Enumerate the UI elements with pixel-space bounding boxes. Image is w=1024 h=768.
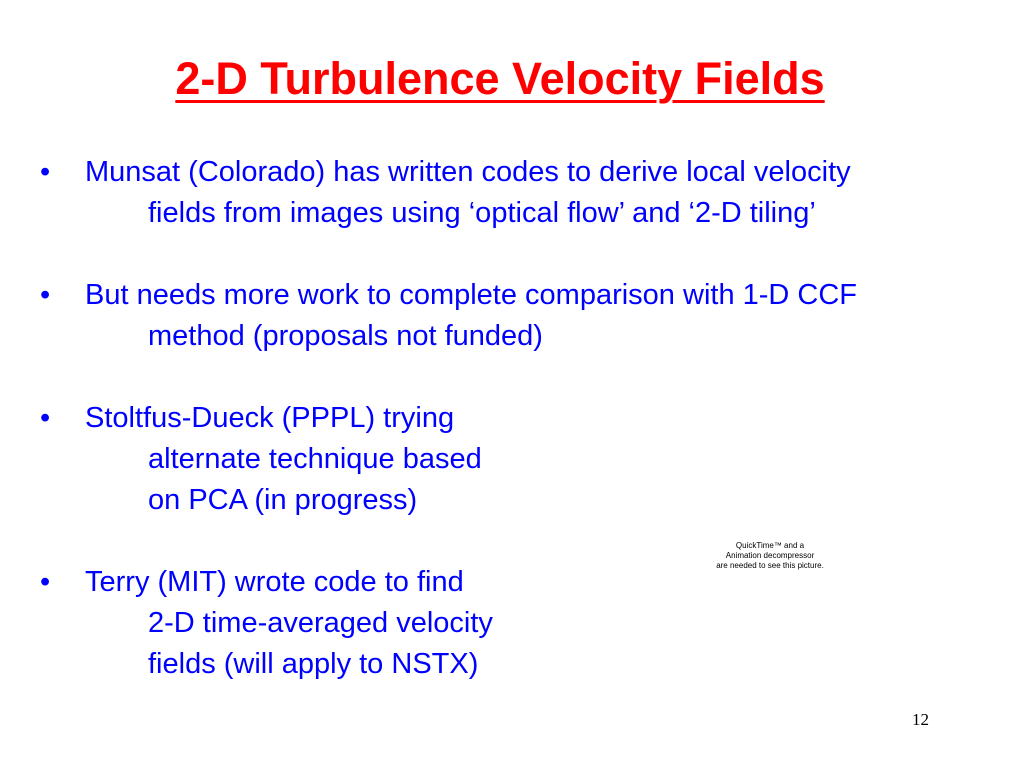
bullet-text-line: Stoltfus-Dueck (PPPL) trying bbox=[85, 402, 455, 434]
bullet-text-line: on PCA (in progress) bbox=[148, 484, 418, 516]
bullet-list bbox=[0, 152, 1024, 726]
bullet-text-line: But needs more work to complete comparison with 1-D CCF bbox=[85, 279, 858, 311]
quicktime-notice-line: are needed to see this picture. bbox=[716, 561, 824, 570]
quicktime-placeholder-notice bbox=[700, 541, 840, 571]
bullet-marker: • bbox=[40, 566, 51, 598]
bullet-text-line: 2-D time-averaged velocity bbox=[148, 607, 493, 639]
bullet-text-line: alternate technique based bbox=[148, 443, 482, 475]
bullet-text-line: fields (will apply to NSTX) bbox=[148, 648, 479, 680]
bullet-text-line: fields from images using ‘optical flow’ and ‘2-D tiling’ bbox=[148, 197, 816, 229]
bullet-item-terry bbox=[0, 562, 1024, 685]
bullet-item-more-work bbox=[0, 275, 1024, 357]
bullet-text-line: Terry (MIT) wrote code to find bbox=[85, 566, 464, 598]
bullet-item-stoltfus-dueck bbox=[0, 398, 1024, 521]
bullet-marker: • bbox=[40, 279, 51, 311]
quicktime-notice-line: QuickTime™ and a bbox=[735, 541, 805, 550]
slide-number: 12 bbox=[912, 710, 929, 729]
bullet-marker: • bbox=[40, 156, 51, 188]
quicktime-notice-line: Animation decompressor bbox=[725, 551, 815, 560]
bullet-item-munsat bbox=[0, 152, 1024, 234]
slide-title: 2-D Turbulence Velocity Fields bbox=[175, 53, 825, 104]
bullet-text-line: method (proposals not funded) bbox=[148, 320, 543, 352]
bullet-text-line: Munsat (Colorado) has written codes to derive local velocity bbox=[85, 156, 851, 188]
bullet-marker: • bbox=[40, 402, 51, 434]
